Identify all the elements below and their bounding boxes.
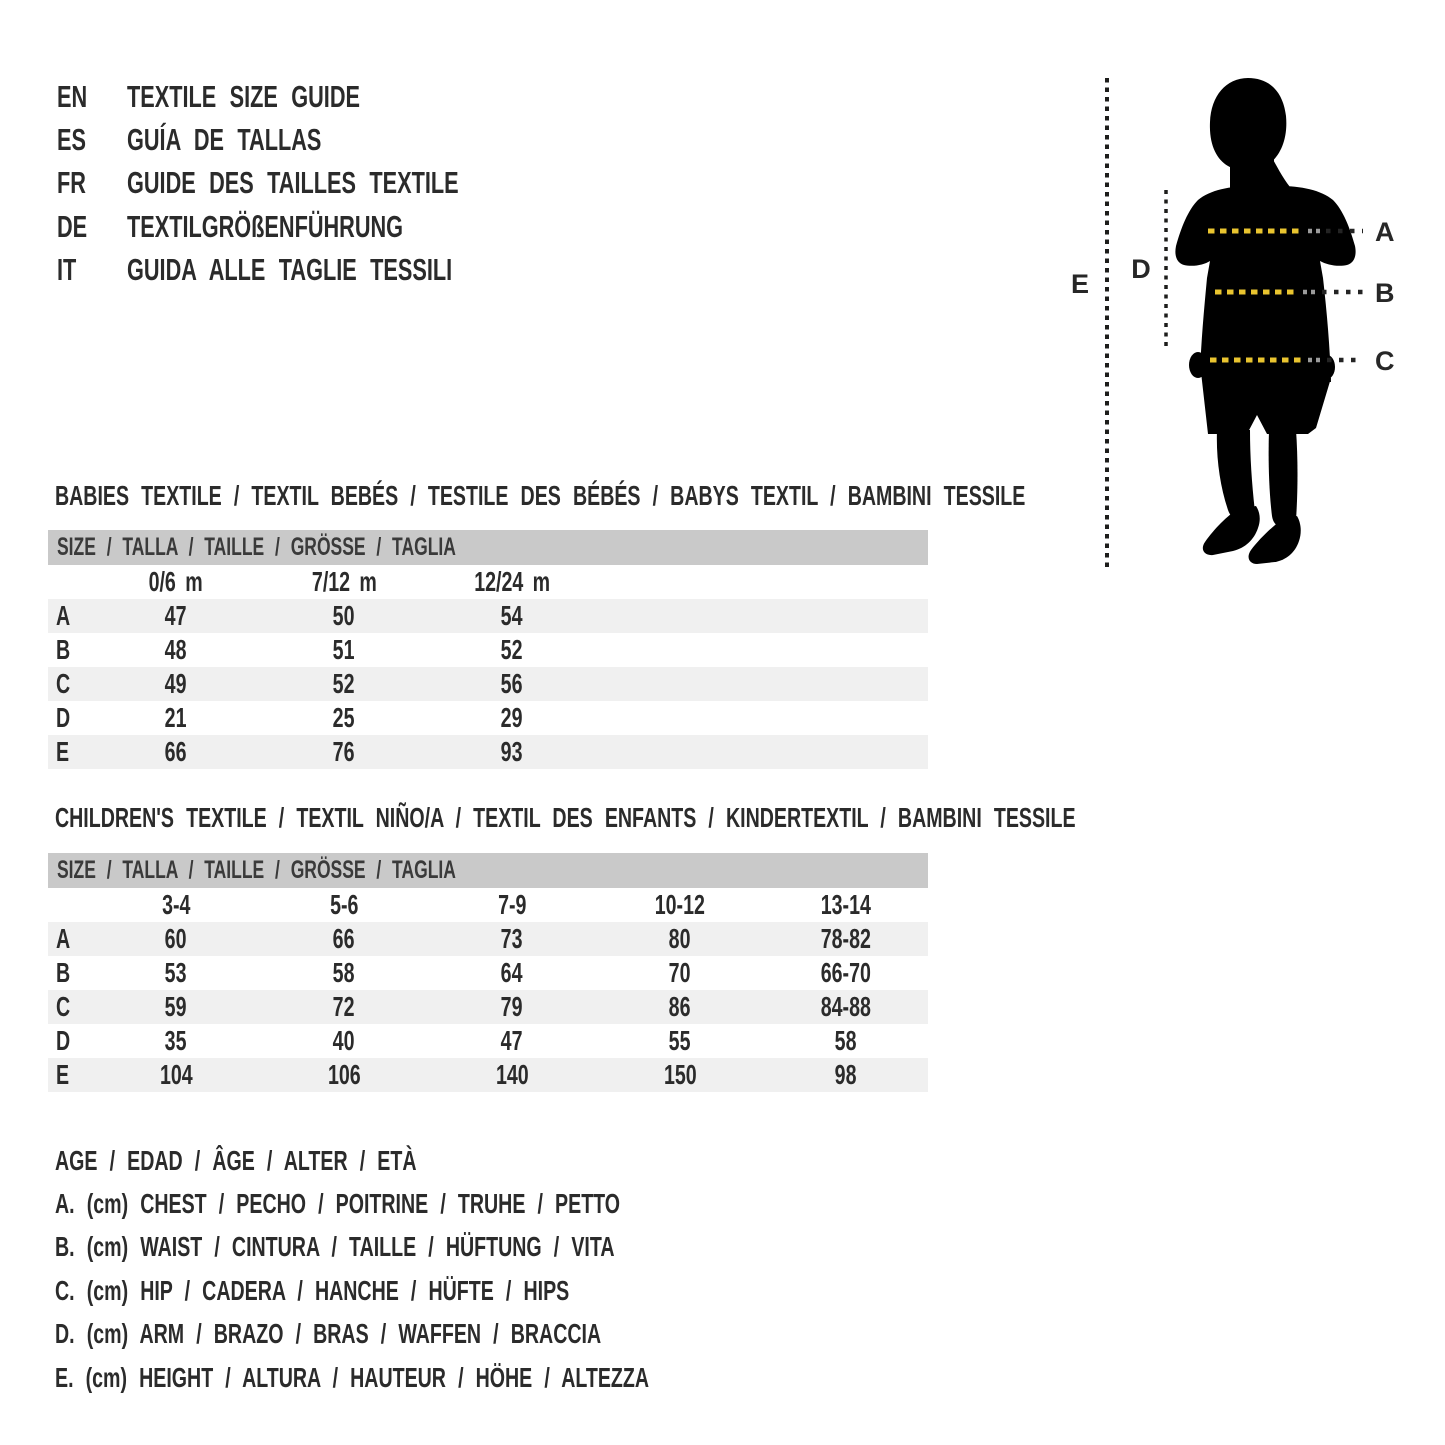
column-header: 7/12 m: [311, 566, 377, 597]
table-row: [48, 735, 928, 769]
table-row: [48, 599, 928, 633]
table-row: [48, 701, 928, 735]
value-cell: 35: [165, 1025, 187, 1056]
language-row: [57, 205, 601, 248]
children-size-header-bar: SIZE / TALLA / TAILLE / GRÖSSE / TAGLIA: [48, 853, 928, 888]
table-row: [48, 1024, 928, 1058]
column-header: 10-12: [654, 889, 706, 920]
language-code: EN: [57, 78, 88, 114]
column-header: 3-4: [161, 889, 191, 920]
value-cell: 84-88: [820, 991, 872, 1022]
babies-column-header-row: [48, 565, 928, 599]
value-cell: 98: [835, 1059, 857, 1090]
value-cell: 21: [165, 702, 187, 733]
value-cell: 64: [501, 957, 523, 988]
value-cell: 80: [669, 923, 691, 954]
children-column-header-row: [48, 888, 928, 922]
table-row: [48, 633, 928, 667]
page-title: GUÍA DE TALLAS: [127, 122, 322, 158]
silhouette-shorts: [1201, 372, 1331, 434]
value-cell: 58: [835, 1025, 857, 1056]
children-size-table: [48, 853, 928, 1092]
legend-line-height: E. (cm) HEIGHT / ALTURA / HAUTEUR / HÖHE / ALTEZZA: [55, 1361, 650, 1393]
row-label: D: [56, 1025, 71, 1056]
value-cell: 29: [501, 702, 523, 733]
value-cell: 56: [501, 668, 523, 699]
value-cell: 76: [333, 736, 355, 767]
value-cell: 72: [333, 991, 355, 1022]
value-cell: 59: [165, 991, 187, 1022]
page-title: GUIDE DES TAILLES TEXTILE: [127, 165, 459, 201]
row-label: A: [56, 923, 71, 954]
figure-label-a: A: [1375, 217, 1395, 247]
table-row: [48, 667, 928, 701]
table-row: [48, 990, 928, 1024]
language-title-list: [57, 75, 601, 292]
table-row: [48, 1058, 928, 1092]
page-title: TEXTILGRÖßENFÜHRUNG: [127, 208, 404, 244]
babies-size-table: [48, 530, 928, 769]
column-header: 13-14: [820, 889, 872, 920]
legend-line-age: AGE / EDAD / ÂGE / ALTER / ETÀ: [55, 1144, 417, 1176]
value-cell: 86: [669, 991, 691, 1022]
figure-label-e: E: [1070, 269, 1090, 299]
language-row: [57, 75, 601, 118]
legend-line-chest: A. (cm) CHEST / PECHO / POITRINE / TRUHE / PETTO: [55, 1188, 621, 1220]
value-cell: 47: [501, 1025, 523, 1056]
legend-line-hip: C. (cm) HIP / CADERA / HANCHE / HÜFTE / HIPS: [55, 1274, 570, 1306]
value-cell: 66-70: [820, 957, 872, 988]
page-title: TEXTILE SIZE GUIDE: [127, 78, 360, 114]
row-label: A: [56, 600, 71, 631]
row-label: D: [56, 702, 71, 733]
value-cell: 140: [495, 1059, 529, 1090]
value-cell: 50: [333, 600, 355, 631]
column-header: 0/6 m: [148, 566, 204, 597]
column-header: 5-6: [329, 889, 359, 920]
value-cell: 52: [501, 634, 523, 665]
figure-label-b: B: [1375, 278, 1395, 308]
row-label: C: [56, 991, 71, 1022]
language-code: FR: [57, 165, 86, 201]
value-cell: 53: [165, 957, 187, 988]
value-cell: 60: [165, 923, 187, 954]
table-row: [48, 956, 928, 990]
measurement-legend: [55, 1139, 904, 1399]
value-cell: 66: [333, 923, 355, 954]
column-header: 7-9: [497, 889, 527, 920]
value-cell: 51: [333, 634, 355, 665]
value-cell: 66: [165, 736, 187, 767]
row-label: B: [56, 634, 71, 665]
row-label: C: [56, 668, 71, 699]
babies-size-header-bar: SIZE / TALLA / TAILLE / GRÖSSE / TAGLIA: [48, 530, 928, 565]
table-row: [48, 922, 928, 956]
children-section-title: CHILDREN'S TEXTILE / TEXTIL NIÑO/A / TEXTIL DES ENFANTS / KINDERTEXTIL / BAMBINI TESSILE: [55, 802, 1076, 833]
value-cell: 106: [327, 1059, 361, 1090]
column-header: 12/24 m: [474, 566, 550, 597]
language-row: [57, 118, 601, 161]
page-title: GUIDA ALLE TAGLIE TESSILI: [127, 252, 453, 288]
row-label: E: [56, 736, 70, 767]
language-row: [57, 249, 601, 292]
value-cell: 55: [669, 1025, 691, 1056]
language-code: IT: [57, 252, 77, 288]
row-label: E: [56, 1059, 70, 1090]
value-cell: 150: [663, 1059, 697, 1090]
value-cell: 78-82: [820, 923, 872, 954]
value-cell: 52: [333, 668, 355, 699]
value-cell: 48: [165, 634, 187, 665]
value-cell: 70: [669, 957, 691, 988]
silhouette-shirt: [1175, 186, 1355, 382]
babies-section-title: BABIES TEXTILE / TEXTIL BEBÉS / TESTILE DES BÉBÉS / BABYS TEXTIL / BAMBINI TESSILE: [55, 480, 1026, 511]
language-row: [57, 162, 601, 205]
value-cell: 79: [501, 991, 523, 1022]
language-code: ES: [57, 122, 86, 158]
legend-line-waist: B. (cm) WAIST / CINTURA / TAILLE / HÜFTUNG / VITA: [55, 1231, 615, 1263]
value-cell: 40: [333, 1025, 355, 1056]
value-cell: 49: [165, 668, 187, 699]
figure-label-d: D: [1131, 254, 1151, 284]
value-cell: 104: [159, 1059, 193, 1090]
row-label: B: [56, 957, 71, 988]
value-cell: 73: [501, 923, 523, 954]
value-cell: 58: [333, 957, 355, 988]
language-code: DE: [57, 208, 88, 244]
value-cell: 25: [333, 702, 355, 733]
value-cell: 93: [501, 736, 523, 767]
value-cell: 54: [501, 600, 523, 631]
legend-line-arm: D. (cm) ARM / BRAZO / BRAS / WAFFEN / BRACCIA: [55, 1318, 602, 1350]
value-cell: 47: [165, 600, 187, 631]
figure-label-c: C: [1375, 346, 1395, 376]
